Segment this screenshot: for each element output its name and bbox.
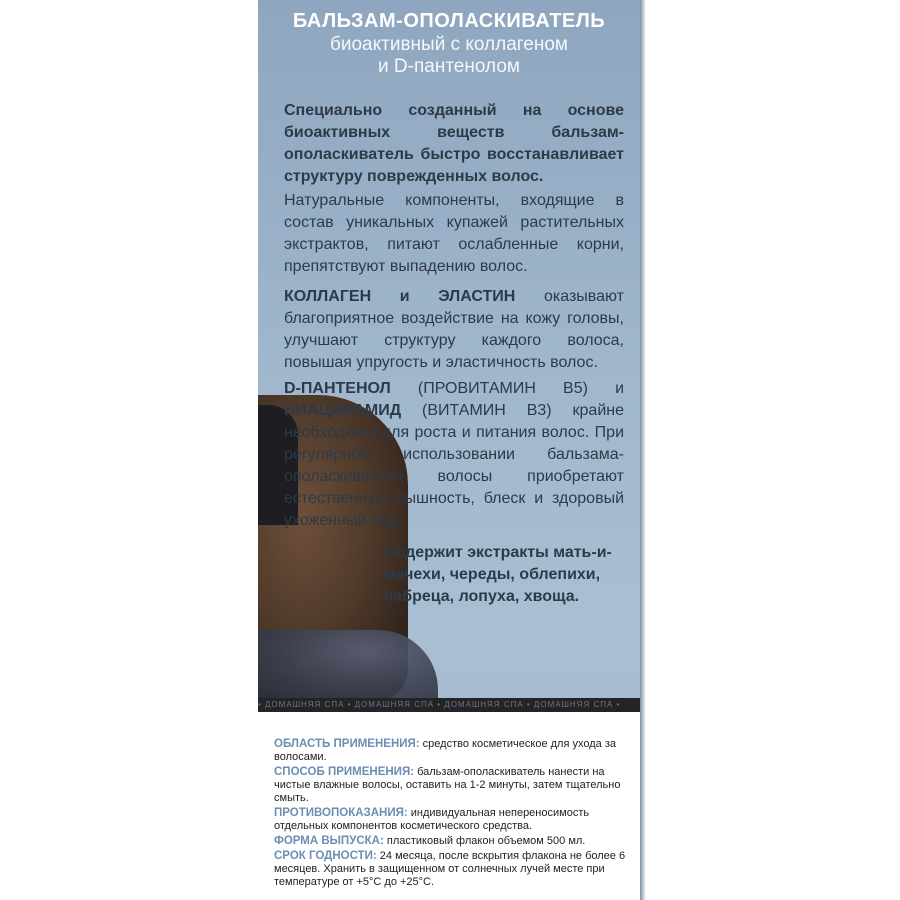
package-edge	[640, 0, 646, 900]
contra-label: ПРОТИВОПОКАЗАНИЯ:	[274, 807, 408, 819]
usage-info-box	[258, 712, 640, 900]
shelf-label: СРОК ГОДНОСТИ:	[274, 850, 377, 862]
area-label: ОБЛАСТЬ ПРИМЕНЕНИЯ:	[274, 738, 420, 750]
method-text: бальзам-ополаскиватель нанести на чистые влажные волосы, оставить на 1-2 минуты, затем тщательно смыть.	[274, 766, 621, 804]
info-row-contra	[274, 807, 634, 833]
panthenol-note: (ПРОВИТАМИН В5) и	[390, 380, 624, 397]
info-row-method	[274, 766, 634, 805]
contra-text: индивидуальная непереносимость отдельных компонентов косметического средства.	[274, 807, 590, 832]
subtitle-line-2: и D-пантенолом	[378, 56, 520, 77]
brand-strip: • ДОМАШНЯЯ СПА • ДОМАШНЯЯ СПА • ДОМАШНЯЯ СПА • ДОМАШНЯЯ СПА •	[258, 698, 640, 712]
niacinamide-text: (ВИТАМИН В3) крайне необходимы для роста и питания волос. При регулярном использовании бальзама-ополаскивателя волосы приобретают естественную пышность, блеск и здоровый ухоженный вид.	[284, 402, 624, 529]
product-subtitle	[258, 34, 640, 78]
collagen-paragraph	[284, 286, 624, 374]
method-label: СПОСОБ ПРИМЕНЕНИЯ:	[274, 766, 415, 778]
area-text: средство косметическое для ухода за волосами.	[274, 738, 616, 763]
product-title: БАЛЬЗАМ-ОПОЛАСКИВАТЕЛЬ	[292, 10, 606, 32]
subtitle-line-1: биоактивный с коллагеном	[329, 34, 568, 55]
panthenol-heading: D-ПАНТЕНОЛ	[284, 380, 391, 397]
info-row-area	[274, 738, 634, 764]
info-row-form	[274, 835, 634, 848]
collagen-heading: КОЛЛАГЕН и ЭЛАСТИН	[284, 288, 516, 305]
extracts-paragraph: Содержит экстракты мать-и-мачехи, череды, облепихи, чабреца, лопуха, хвоща.	[384, 544, 612, 605]
vitamin-paragraph	[284, 378, 624, 532]
intro-paragraph: Специально созданный на основе биоактивных веществ бальзам-ополаскиватель быстро восстанавливает структуру поврежденных волос.	[284, 102, 624, 185]
product-label-panel	[258, 0, 640, 900]
form-text: пластиковый флакон объемом 500 мл.	[383, 835, 586, 847]
niacinamide-heading: НИАЦИНАМИД	[284, 402, 402, 419]
chair-photo	[258, 630, 438, 700]
usage-info-content	[274, 738, 634, 891]
natural-paragraph: Натуральные компоненты, входящие в состав уникальных купажей растительных экстрактов, питают ослабленные корни, препятствуют выпадению волос.	[284, 192, 624, 275]
shelf-text: 24 месяца, после вскрытия флакона не более 6 месяцев. Хранить в защищенном от солнечных лучей месте при температуре от +5°С до +25°С.	[274, 850, 626, 888]
info-row-shelf	[274, 850, 634, 889]
collagen-text: оказывают благоприятное воздействие на кожу головы, улучшают структуру каждого волоса, повышая упругость и эластичность волос.	[284, 288, 624, 371]
form-label: ФОРМА ВЫПУСКА:	[274, 835, 384, 847]
